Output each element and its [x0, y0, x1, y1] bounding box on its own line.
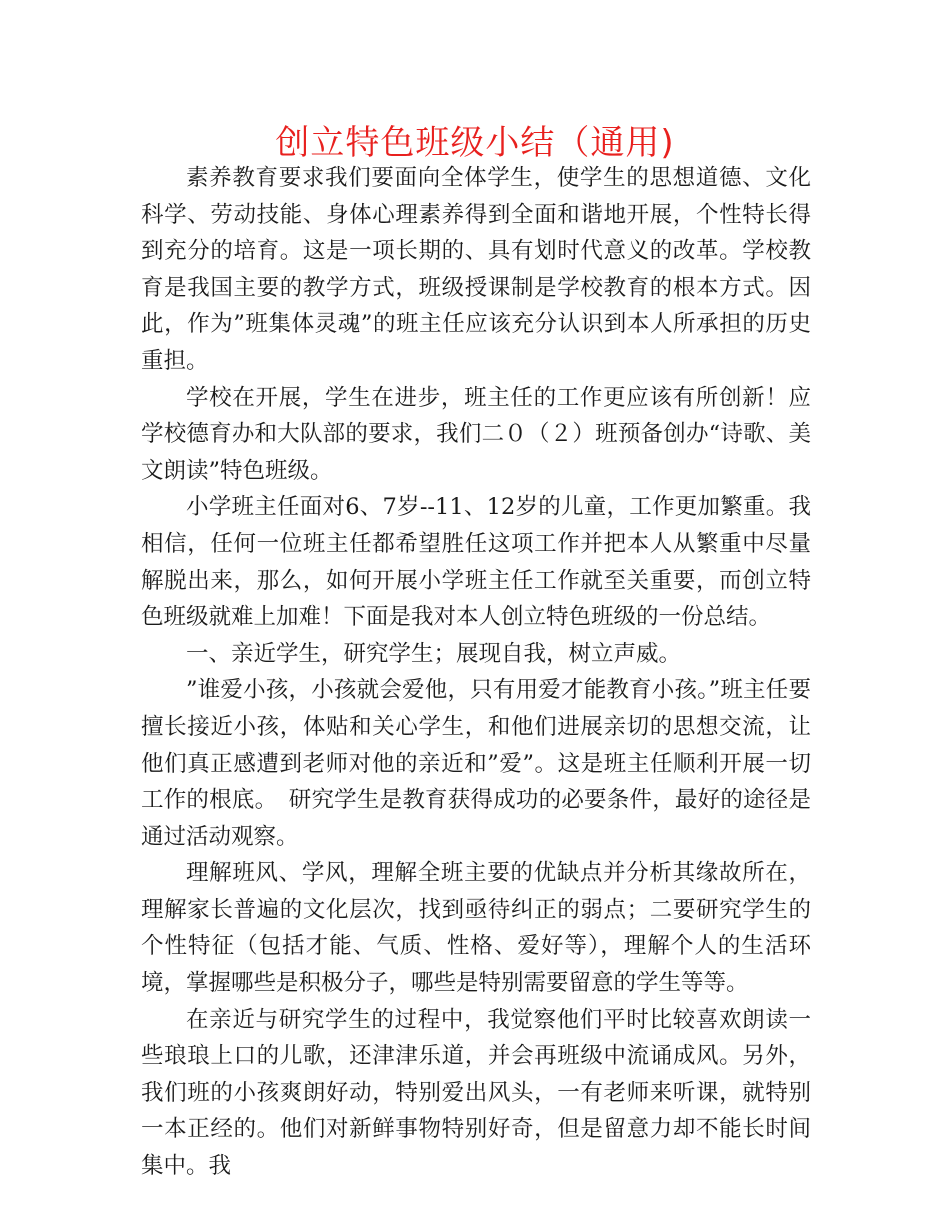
document-title: 创立特色班级小结（通用)	[275, 123, 675, 163]
paragraph-6: 理解班风、学风，理解全班主要的优缺点并分析其缘故所在，理解家长普遍的文化层次，找到亟待纠正的弱点；二要研究学生的个性特征（包括才能、气质、性格、爱好等），理解个人的生活环境，掌握哪些是积极分子，哪些是特别需要留意的学生等等。	[141, 860, 811, 997]
paragraph-3: 小学班主任面对6、7岁--11、12岁的儿童，工作更加繁重。我相信，任何一位班主任都希望胜任这项工作并把本人从繁重中尽量解脱出来，那么，如何开展小学班主任工作就至关重要，而创立特色班级就难上加难！下面是我对本人创立特色班级的一份总结。	[141, 494, 811, 631]
paragraph-2: 学校在开展，学生在进步，班主任的工作更应该有所创新！应学校德育办和大队部的要求，我们二０（２）班预备创办“诗歌、美文朗读”特色班级。	[141, 384, 811, 484]
paragraph-1: 素养教育要求我们要面向全体学生，使学生的思想道德、文化科学、劳动技能、身体心理素养得到全面和谐地开展，个性特长得到充分的培育。这是一项长期的、具有划时代意义的改革。学校教育是我国主要的教学方式，班级授课制是学校教育的根本方式。因此，作为”班集体灵魂”的班主任应该充分认识到本人所承担的历史重担。	[141, 165, 811, 374]
paragraph-7: 在亲近与研究学生的过程中，我觉察他们平时比较喜欢朗读一些琅琅上口的儿歌，还津津乐道，并会再班级中流诵成风。另外，我们班的小孩爽朗好动，特别爱出风头，一有老师来听课，就特别一本正经的。他们对新鲜事物特别好奇，但是留意力却不能长时间集中。我	[141, 1006, 811, 1180]
paragraph-4: 一、亲近学生，研究学生；展现自我，树立声威。	[186, 640, 682, 667]
paragraph-5: ”谁爱小孩，小孩就会爱他，只有用爱才能教育小孩。”班主任要擅长接近小孩，体贴和关心学生，和他们进展亲切的思想交流，让他们真正感遭到老师对他的亲近和”爱”。这是班主任顺利开展一切工作的根底。 研究学生是教育获得成功的必要条件，最好的途径是通过活动观察。	[141, 677, 811, 850]
document-body	[141, 160, 811, 1185]
